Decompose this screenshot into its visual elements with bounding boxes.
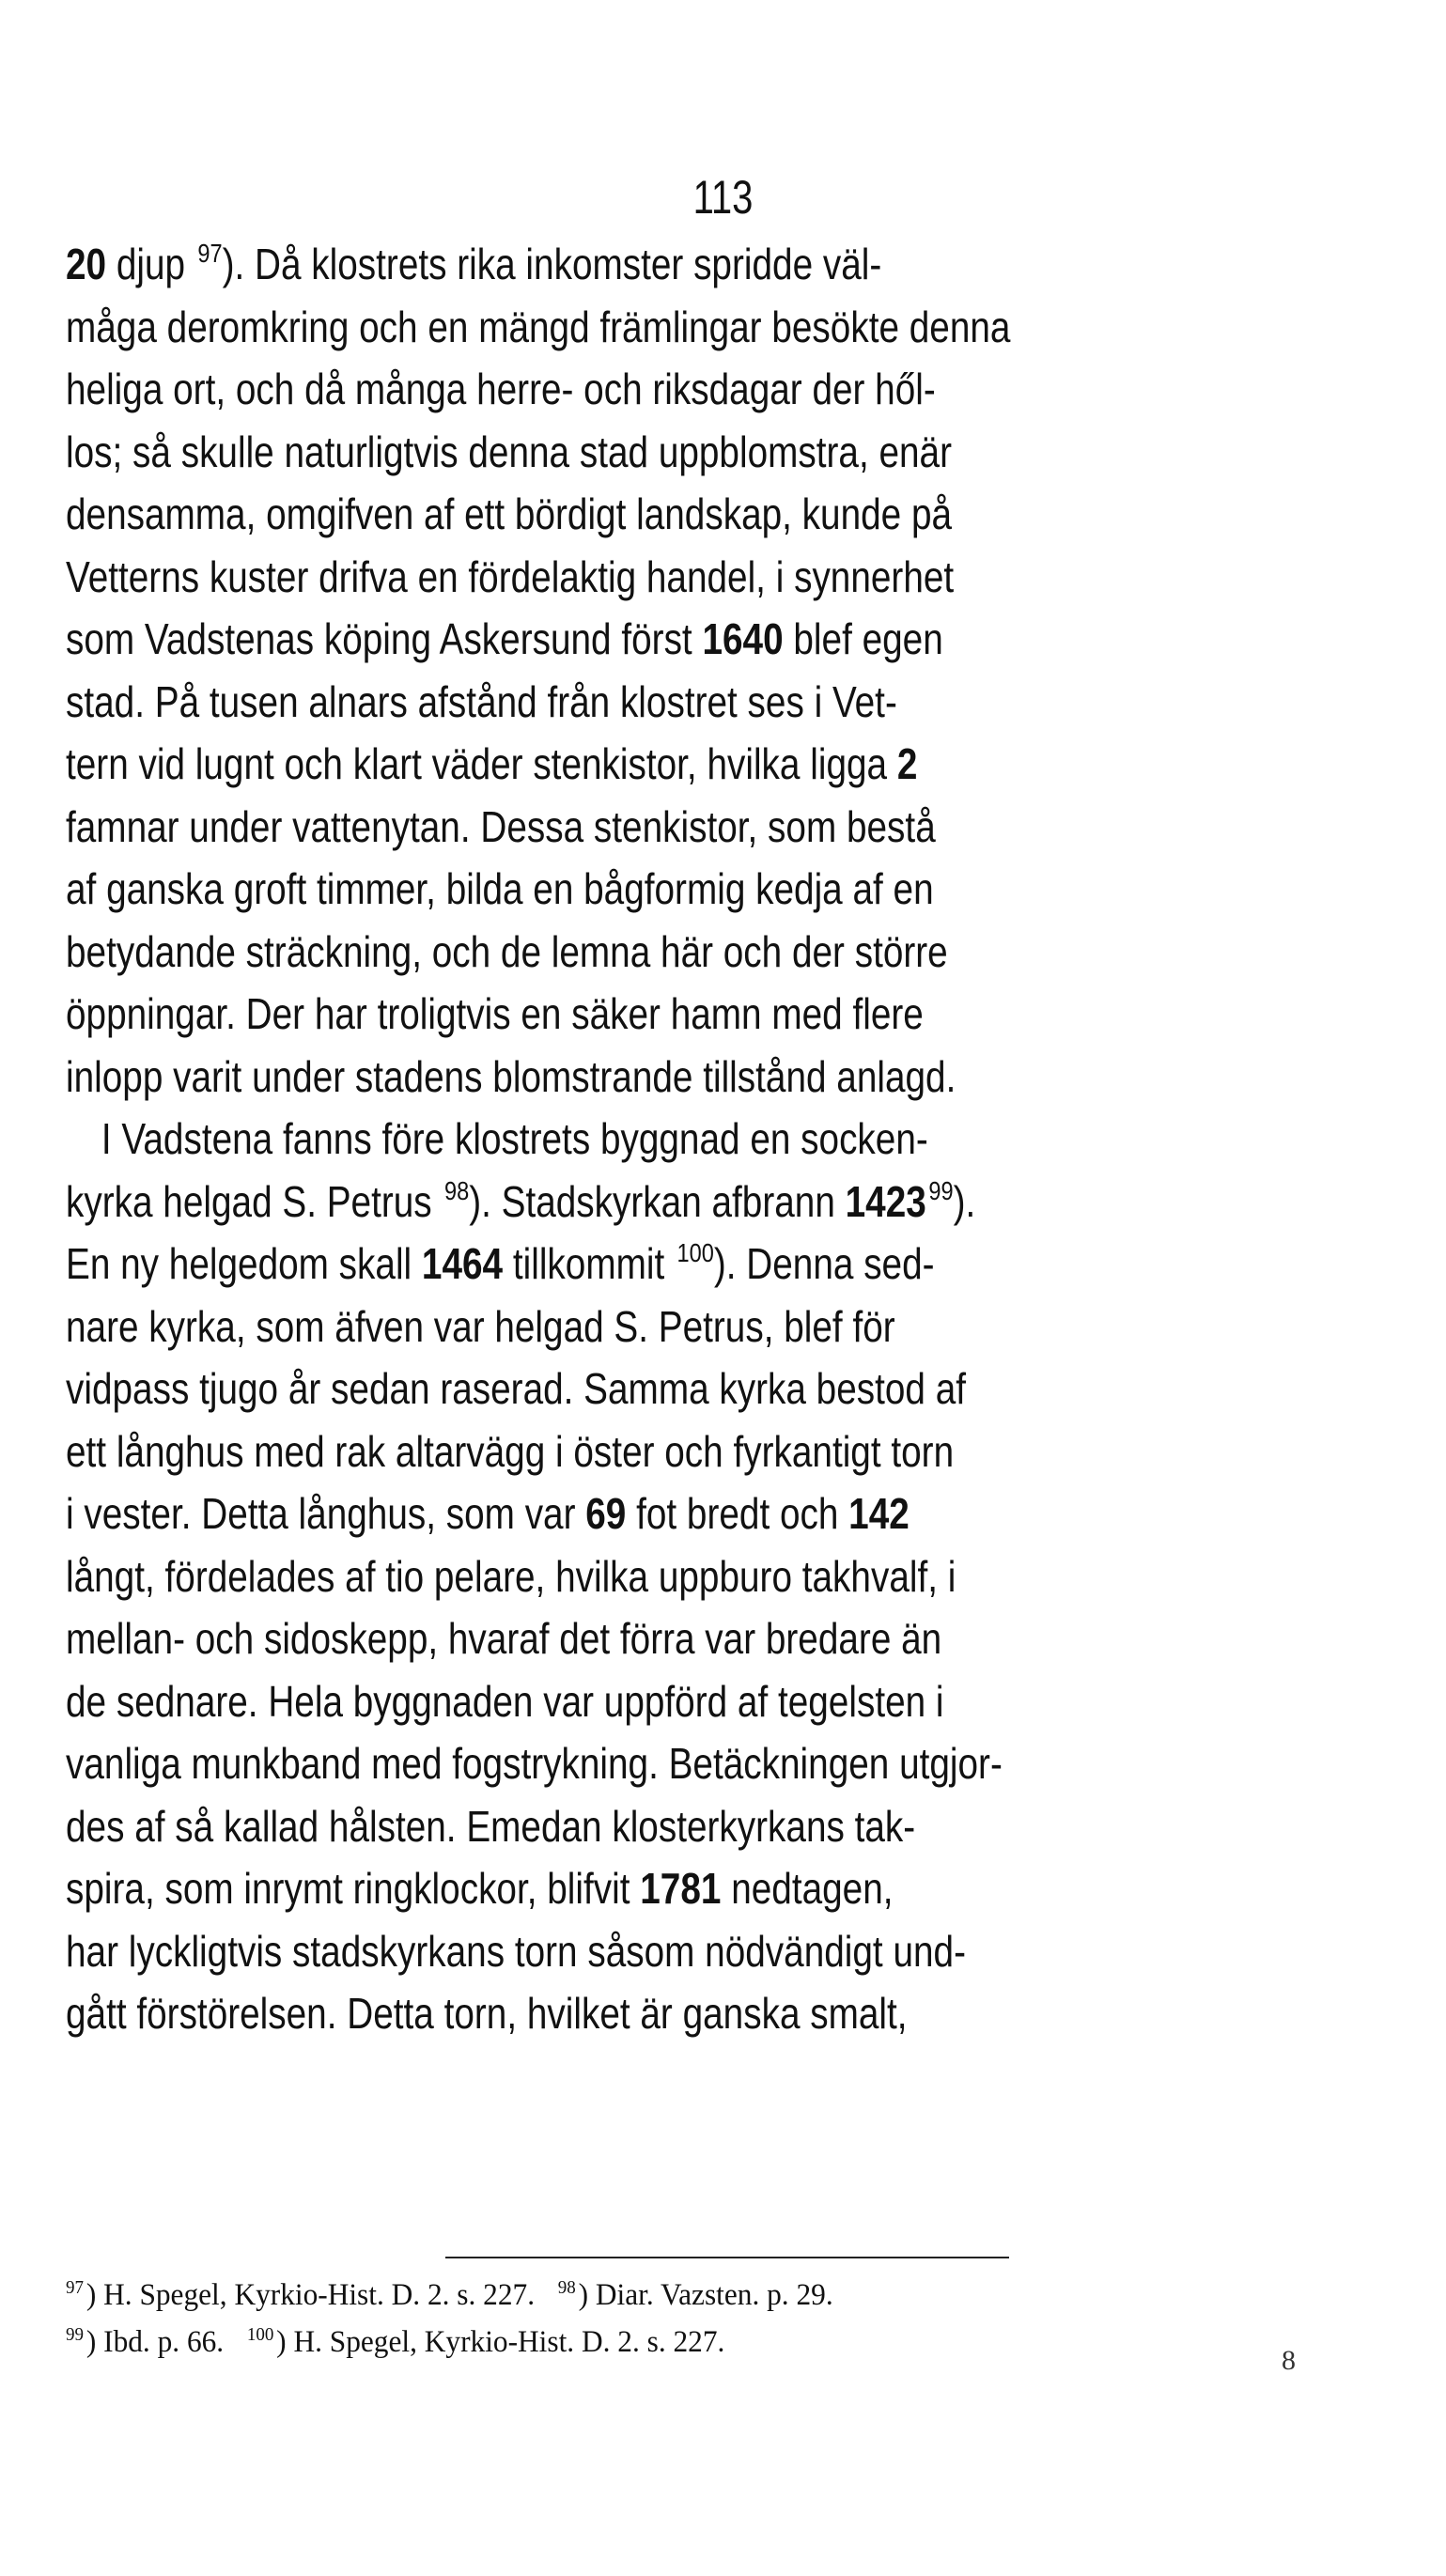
footnote-ref: 99 <box>928 1175 954 1205</box>
footnote-99: $^{99}$) Ibd. p. 66. <box>66 2324 225 2359</box>
text-line: i vester. Detta långhus, som var 69 fot bredt och 142 <box>66 1489 910 1538</box>
page-number: 113 <box>692 171 754 224</box>
text-line: kyrka helgad S. Petrus $^{98}$). Stadskyrkan afbrann 1423$^{99}$). <box>66 1175 976 1226</box>
text-line: heliga ort, och då många herre- och riksdagar der hől- <box>66 365 936 413</box>
text-line: los; så skulle naturligtvis denna stad uppblomstra, enär <box>66 427 953 476</box>
footnote-ref: 98 <box>443 1175 470 1205</box>
body-text <box>66 233 1446 2045</box>
text-line: de sednare. Hela byggnaden var uppförd af tegelsten i <box>66 1676 944 1726</box>
text-line: ett långhus med rak altarvägg i öster och fyrkantigt torn <box>66 1426 955 1476</box>
footnote-ref: 97 <box>197 239 223 268</box>
footnote-line <box>66 2272 1405 2319</box>
text-line: vanliga munkband med fogstrykning. Betäckningen utgjor- <box>66 1739 1003 1788</box>
text-line: inlopp varit under stadens blomstrande tillstånd anlagd. <box>66 1051 956 1101</box>
footnote-divider <box>445 2257 1009 2258</box>
text-line: En ny helgedom skall 1464 tillkommit $^{100}$). Denna sed- <box>66 1238 935 1288</box>
text-line: måga deromkring och en mängd främlingar besökte denna <box>66 302 1011 351</box>
text-line: 20 djup $^{97}$). Då klostrets rika inkomster spridde väl- <box>66 239 882 288</box>
text-line: tern vid lugnt och klart väder stenkistor, hvilka ligga 2 <box>66 739 918 788</box>
text-line: gått förstörelsen. Detta torn, hvilket är ganska smalt, <box>66 1989 908 2038</box>
text-line: af ganska groft timmer, bilda en bågformig kedja af en <box>66 864 934 913</box>
text-line: har lyckligtvis stadskyrkans torn såsom nödvändigt und- <box>66 1926 966 1976</box>
footnote-100: $^{100}$) H. Spegel, Kyrkio-Hist. D. 2. s. 227. <box>246 2324 725 2359</box>
text-line: spira, som inrymt ringklockor, blifvit 1781 nedtagen, <box>66 1864 894 1913</box>
footnote-98: $^{98}$) Diar. Vazsten. p. 29. <box>557 2277 833 2312</box>
text-line: som Vadstenas köping Askersund först 1640 blef egen <box>66 614 943 663</box>
text-line: stad. På tusen alnars afstånd från klostret ses i Vet- <box>66 676 897 726</box>
text-line: densamma, omgifven af ett bördigt landskap, kunde på <box>66 489 953 538</box>
text-line: famnar under vattenytan. Dessa stenkistor, som bestå <box>66 801 936 851</box>
text-line: Vetterns kuster drifva en fördelaktig handel, i synnerhet <box>66 551 955 601</box>
text-line: des af så kallad hålsten. Emedan klosterkyrkans tak- <box>66 1801 916 1851</box>
text-line: vidpass tjugo år sedan raserad. Samma kyrka bestod af <box>66 1364 967 1413</box>
text-line: I Vadstena fanns före klostrets byggnad en socken- <box>101 1114 928 1163</box>
text-line: långt, fördelades af tio pelare, hvilka uppburo takhvalf, i <box>66 1551 956 1601</box>
footnote-line <box>66 2319 1405 2366</box>
text-line: öppningar. Der har troligtvis en säker hamn med flere <box>66 989 924 1038</box>
text-line: mellan- och sidoskepp, hvaraf det förra var bredare än <box>66 1614 942 1663</box>
text-line: betydande sträckning, och de lemna här och der större <box>66 926 948 976</box>
footnote-97: $^{97}$) H. Spegel, Kyrkio-Hist. D. 2. s. 227. <box>66 2277 536 2312</box>
footnotes <box>66 2272 1446 2366</box>
signature-mark: 8 <box>1282 2345 1296 2376</box>
text-line: nare kyrka, som äfven var helgad S. Petrus, blef för <box>66 1301 895 1351</box>
footnote-ref: 100 <box>676 1238 714 1267</box>
